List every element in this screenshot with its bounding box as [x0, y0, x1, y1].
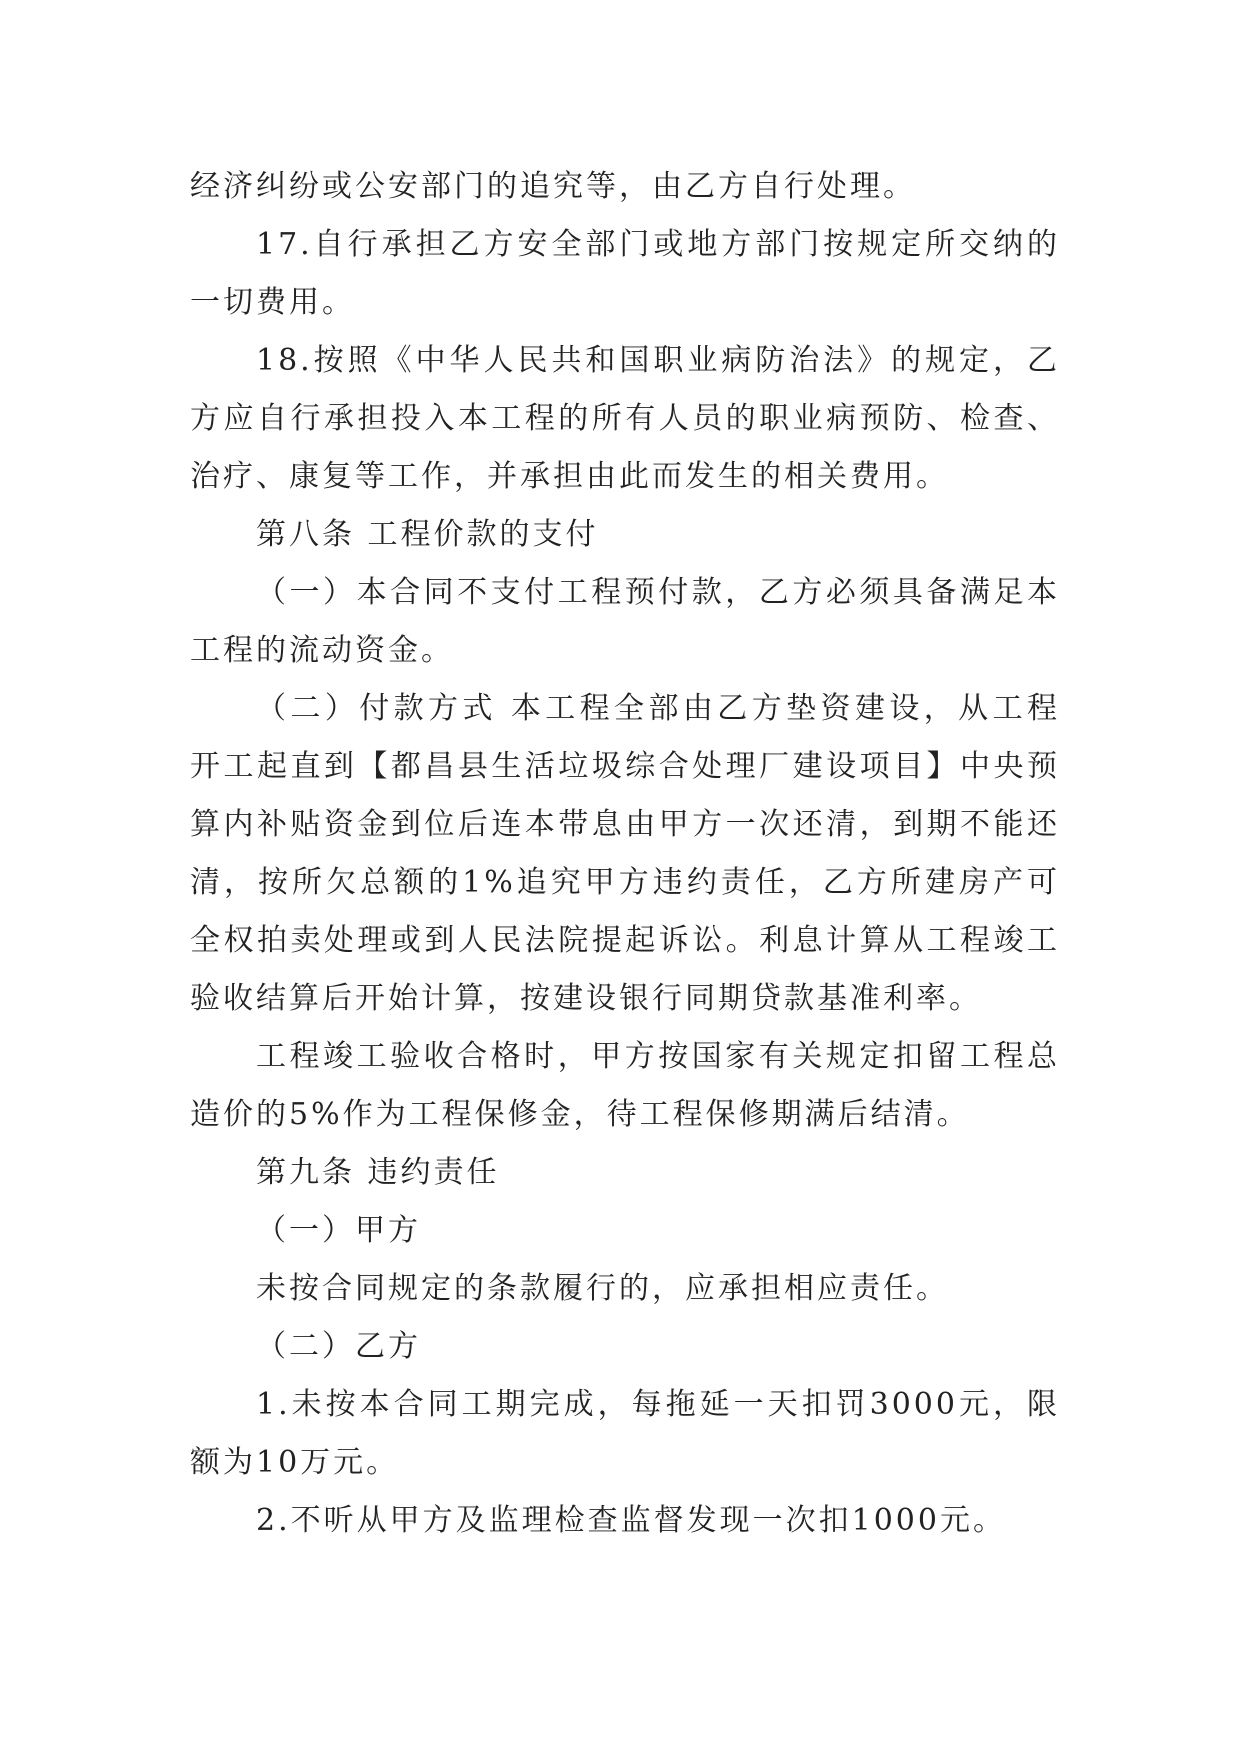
section-heading: 第九条 违约责任	[256, 1155, 500, 1190]
paragraph: 经济纠纷或公安部门的追究等，由乙方自行处理。	[190, 169, 916, 204]
paragraph: （二）付款方式 本工程全部由乙方垫资建设，从工程开工起直到【都昌县生活垃圾综合处理厂建设项目】中央预算内补贴资金到位后连本带息由甲方一次还清，到期不能还清，按所欠总额的1%追究甲方违约责任，乙方所建房产可全权拍卖处理或到人民法院提起诉讼。利息计算从工程竣工验收结算后开始计算，按建设银行同期贷款基准利率。	[190, 691, 1060, 1016]
document-body	[190, 158, 1060, 1550]
paragraph: （一）本合同不支付工程预付款，乙方必须具备满足本工程的流动资金。	[190, 575, 1060, 668]
paragraph: 1.未按本合同工期完成，每拖延一天扣罚3000元，限额为10万元。	[190, 1387, 1060, 1480]
paragraph: 18.按照《中华人民共和国职业病防治法》的规定，乙方应自行承担投入本工程的所有人员的职业病预防、检查、治疗、康复等工作，并承担由此而发生的相关费用。	[190, 343, 1060, 494]
paragraph: 工程竣工验收合格时，甲方按国家有关规定扣留工程总造价的5%作为工程保修金，待工程保修期满后结清。	[190, 1039, 1060, 1132]
paragraph: 17.自行承担乙方安全部门或地方部门按规定所交纳的一切费用。	[190, 227, 1060, 320]
section-heading: 第八条 工程价款的支付	[256, 517, 599, 552]
subsection-heading: （一）甲方	[256, 1213, 421, 1248]
subsection-heading: （二）乙方	[256, 1329, 421, 1364]
paragraph: 2.不听从甲方及监理检查监督发现一次扣1000元。	[256, 1503, 1006, 1538]
paragraph: 未按合同规定的条款履行的，应承担相应责任。	[256, 1271, 949, 1306]
